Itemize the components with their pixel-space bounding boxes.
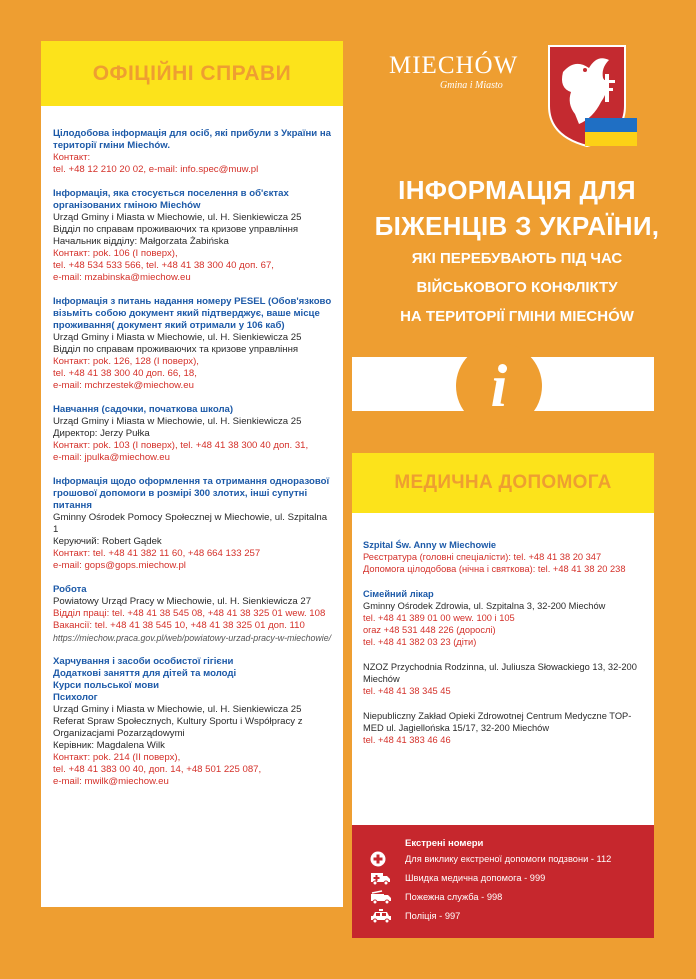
section-heading: Цілодобова інформація для осіб, які прибули з України на території гміни Miechów.	[53, 128, 331, 151]
text-line: Відділ по справам проживаючих та кризове управління	[53, 344, 299, 355]
contact-line: tel. +48 41 383 46 46	[363, 735, 451, 745]
headline-line: ВІЙСЬКОВОГО КОНФЛІКТУ	[416, 279, 618, 296]
contact-line: Контакт: pok. 126, 128 (I поверх),	[53, 356, 199, 367]
contact-line: tel. +48 41 389 01 00 wew. 100 i 105	[363, 613, 515, 623]
medical-help-title: МЕДИЧНА ДОПОМОГА	[352, 453, 654, 513]
contact-label: Контакт:	[53, 152, 91, 163]
text-line: Powiatowy Urząd Pracy w Miechowie, ul. H. Sienkiewicza 27	[53, 596, 312, 607]
emergency-text: Швидка медична допомога - 999	[405, 873, 546, 883]
text-line: Urząd Gminy i Miasta w Miechowie, ul. H. Sienkiewicza 25	[53, 704, 302, 715]
fire-truck-icon	[370, 889, 394, 905]
section-heading: Курси польської мови	[53, 680, 159, 691]
section-accommodation	[53, 188, 333, 284]
section-heading: Психолог	[53, 692, 98, 703]
section-family-clinic	[363, 661, 646, 697]
official-matters-panel	[41, 41, 343, 907]
emergency-text: Для виклику екстреної допомоги подзвони - 112	[405, 854, 612, 864]
contact-email: e-mail: mwilk@miechow.eu	[53, 776, 169, 787]
emergency-text: Поліція - 997	[405, 911, 461, 921]
emergency-item	[370, 870, 545, 886]
contact-line: Контакт: tel. +48 41 382 11 60, +48 664 133 257	[53, 548, 261, 559]
section-social-services	[53, 656, 333, 788]
text-line: Urząd Gminy i Miasta w Miechowie, ul. H. Sienkiewicza 25	[53, 416, 302, 427]
contact-line: Контакт: pok. 214 (II поверх),	[53, 752, 181, 763]
contact-line: Контакт: pok. 103 (I поверх), tel. +48 41 38 300 40 доп. 31,	[53, 440, 309, 451]
text-line: NZOZ Przychodnia Rodzinna, ul. Juliusza Słowackiego 13, 32-200 Miechów	[363, 662, 637, 684]
municipality-subtitle: Gmina i Miasto	[440, 80, 503, 91]
text-line: Начальник відділу: Małgorzata Żabińska	[53, 236, 229, 247]
contact-email: e-mail: gops@gops.miechow.pl	[53, 560, 186, 571]
contact-line: Допомога цілодобова (нічна і святкова): tel. +48 41 38 20 238	[363, 564, 626, 574]
contact-line: tel. +48 12 210 20 02, e-mail: info.spec@muw.pl	[53, 164, 259, 175]
contact-line: Вакансії: tel. +48 41 38 545 10, +48 41 38 325 01 доп. 110	[53, 620, 305, 631]
section-heading: Інформація з питань надання номеру PESEL (Обов'язково візьміть собою документ який підтверджує, ваше місце проживання( документ який отримали у 106 каб)	[53, 296, 332, 331]
section-heading: Інформація, яка стосується поселення в об'єктах організованих гміною Miechów	[53, 188, 289, 211]
main-headline	[352, 172, 682, 331]
municipality-name: MIECHÓW	[389, 52, 519, 79]
text-line: Gminny Ośrodek Zdrowia, ul. Szpitalna 3, 32-200 Miechów	[363, 601, 606, 611]
section-24h-info	[53, 128, 333, 176]
emergency-text: Пожежна служба - 998	[405, 892, 503, 902]
section-heading: Інформація щодо оформлення та отримання одноразової грошової допомоги в розмірі 300 злотих, інші супутні питання	[53, 476, 330, 511]
emergency-numbers-panel	[352, 825, 654, 938]
contact-line: Контакт: pok. 106 (I поверх),	[53, 248, 178, 259]
contact-line: tel. +48 41 38 300 40 доп. 66, 18,	[53, 368, 197, 379]
contact-line: tel. +48 41 382 03 23 (діти)	[363, 637, 477, 647]
contact-line: Реєстратура (головні спеціалісти): tel. +48 41 38 20 347	[363, 552, 602, 562]
emergency-title: Екстрені номери	[405, 838, 484, 849]
section-pesel	[53, 296, 333, 392]
section-heading: Додаткові заняття для дітей та молоді	[53, 668, 237, 679]
headline-line: ЯКІ ПЕРЕБУВАЮТЬ ПІД ЧАС	[411, 250, 623, 267]
text-line: Директор: Jerzy Pułka	[53, 428, 150, 439]
text-line: Керуючий: Robert Gądek	[53, 536, 162, 547]
text-line: Керівник: Magdalena Wilk	[53, 740, 165, 751]
contact-line: Відділ праці: tel. +48 41 38 545 08, +48 41 38 325 01 wew. 108	[53, 608, 326, 619]
headline-line: ІНФОРМАЦІЯ ДЛЯ	[398, 175, 636, 205]
contact-line: tel. +48 41 383 00 40, доп. 14, +48 501 225 087,	[53, 764, 262, 775]
section-heading: Харчування і засоби особистої гігієни	[53, 656, 234, 667]
emergency-item	[370, 889, 502, 905]
headline-line: БІЖЕНЦІВ З УКРАЇНИ,	[374, 211, 660, 241]
official-matters-body	[41, 106, 343, 788]
coat-of-arms-icon	[545, 44, 637, 156]
text-line: Відділ по справам проживаючих та кризове управління	[53, 224, 299, 235]
police-car-icon	[370, 908, 394, 924]
contact-email: e-mail: mchrzestek@miechow.eu	[53, 380, 194, 391]
emergency-item	[370, 851, 611, 867]
medical-cross-icon	[370, 851, 394, 867]
section-education	[53, 404, 333, 464]
text-line: Urząd Gminy i Miasta w Miechowie, ul. H. Sienkiewicza 25	[53, 212, 302, 223]
section-heading: Сімейний лікар	[363, 589, 434, 599]
section-financial-aid	[53, 476, 333, 572]
info-icon: i	[456, 343, 542, 429]
contact-line: oraz +48 531 448 226 (дорослі)	[363, 625, 496, 635]
contact-line: tel. +48 534 533 566, tel. +48 41 38 300 40 доп. 67,	[53, 260, 274, 271]
text-line: Referat Spraw Społecznych, Kultury Sportu i Współpracy z Organizacjami Pozarządowymi	[53, 716, 303, 739]
headline-line: НА ТЕРИТОРІЇ ГМІНИ MIECHÓW	[400, 308, 634, 325]
ambulance-icon	[370, 870, 394, 886]
emergency-item	[370, 908, 460, 924]
contact-line: tel. +48 41 38 345 45	[363, 686, 451, 696]
official-matters-title: ОФІЦІЙНІ СПРАВИ	[41, 41, 343, 106]
medical-help-body	[352, 513, 654, 746]
section-work	[53, 584, 333, 644]
section-hospital	[363, 539, 646, 575]
contact-email: e-mail: jpulka@miechow.eu	[53, 452, 170, 463]
section-heading: Навчання (садочки, початкова школа)	[53, 404, 234, 415]
text-line: Urząd Gminy i Miasta w Miechowie, ul. H. Sienkiewicza 25	[53, 332, 302, 343]
text-line: Niepubliczny Zakład Opieki Zdrowotnej Centrum Medyczne TOP-MED ul. Jagiellońska 15/17, 32-200 Miechów	[363, 711, 632, 733]
section-medical-center	[363, 710, 646, 746]
section-heading: Робота	[53, 584, 87, 595]
text-line: Gminny Ośrodek Pomocy Społecznej w Miechowie, ul. Szpitalna 1	[53, 512, 328, 535]
medical-help-panel	[352, 453, 654, 825]
section-heading: Szpital Św. Anny w Miechowie	[363, 540, 497, 550]
contact-email: e-mail: mzabinska@miechow.eu	[53, 272, 191, 283]
job-office-link[interactable]: https://miechow.praca.gov.pl/web/powiatowy-urzad-pracy-w-miechowie/	[53, 633, 332, 643]
section-family-doctor	[363, 588, 646, 648]
